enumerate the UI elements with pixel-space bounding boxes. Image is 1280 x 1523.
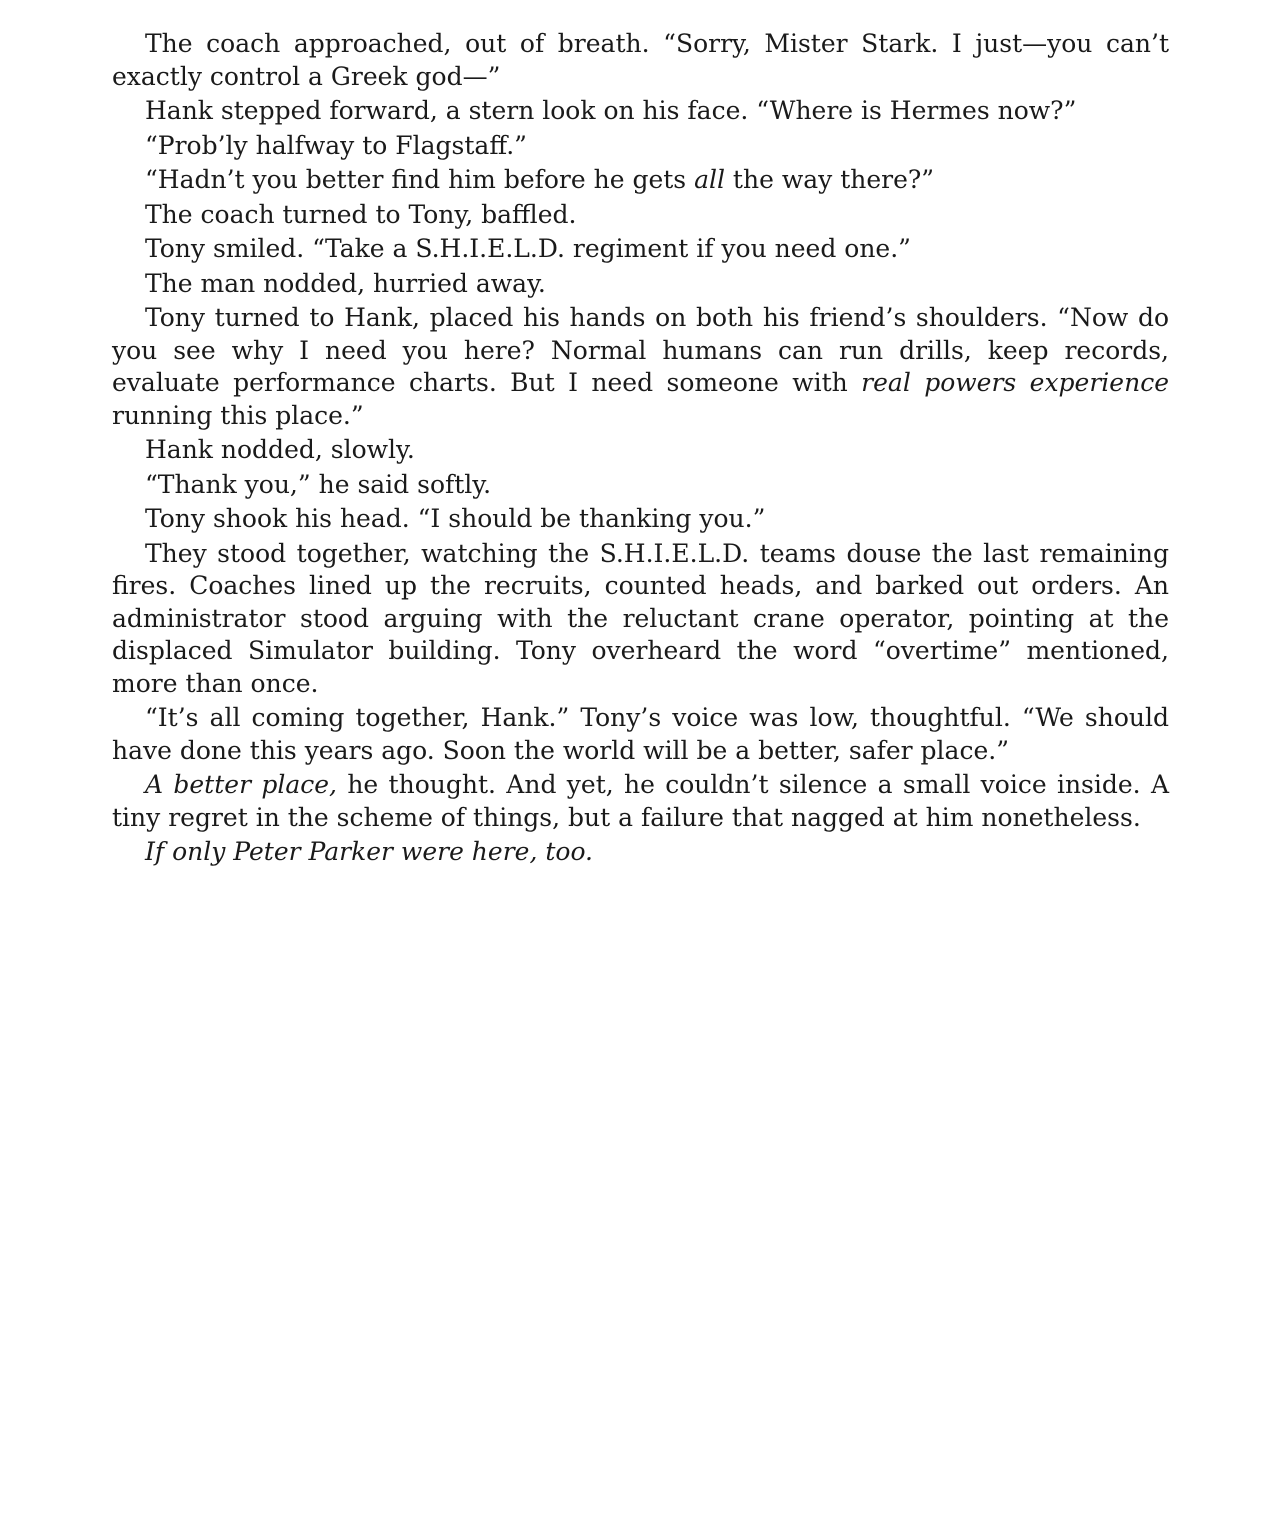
paragraph-text: The man nodded, hurried away. — [145, 268, 546, 298]
paragraph — [112, 268, 1169, 301]
paragraph — [112, 302, 1169, 432]
paragraph-text: “It’s all coming together, Hank.” Tony’s voice was low, thoughtful. “We should have done this years ago. Soon the world will be a better, safer place.” — [112, 703, 1169, 765]
paragraph-text: The coach turned to Tony, baffled. — [145, 199, 577, 229]
paragraph-text: The coach approached, out of breath. “Sorry, Mister Stark. I just—you can’t exactly control a Greek god—” — [112, 29, 1169, 91]
paragraph-text: Tony smiled. “Take a S.H.I.E.L.D. regiment if you need one.” — [145, 234, 911, 263]
paragraph-text: Hank nodded, slowly. — [145, 435, 415, 464]
paragraph — [112, 469, 1169, 502]
paragraph-text: Tony shook his head. “I should be thanking you.” — [145, 504, 766, 533]
paragraph — [112, 702, 1169, 767]
paragraph — [112, 503, 1169, 536]
paragraph — [112, 199, 1169, 232]
paragraph — [112, 28, 1169, 93]
paragraph — [112, 538, 1169, 701]
paragraph-text: They stood together, watching the S.H.I.E.L.D. teams douse the last remaining fires. Coaches lined up the recruits, counted heads, and barked out orders. An administrator stood arguing with the reluctant crane operator, pointing at the displaced Simulator building. Tony overheard the word “overtime” mentioned, more than once. — [112, 538, 1169, 698]
paragraph-text: “Hadn’t you better find him before he gets — [145, 165, 695, 194]
paragraph — [112, 434, 1169, 467]
paragraph-text: the way there?” — [724, 165, 935, 194]
paragraph-text: Tony turned to Hank, placed his hands on both his friend’s shoulders. “Now do you see why I need you here? Normal humans can run drills, keep records, evaluate performance charts. But I need someone with — [112, 303, 1169, 397]
paragraph — [112, 164, 1169, 197]
paragraph-emphasis: A better place, — [145, 770, 337, 799]
paragraph — [112, 95, 1169, 128]
paragraph-text: “Thank you,” he said softly. — [145, 469, 492, 499]
paragraph-emphasis: real powers experience — [861, 368, 1169, 397]
paragraph-text: Hank stepped forward, a stern look on his face. “Where is Hermes now?” — [145, 96, 1077, 125]
paragraph — [112, 233, 1169, 266]
paragraph — [112, 769, 1169, 834]
paragraph-text: “Prob’ly halfway to Flagstaff.” — [145, 130, 527, 160]
paragraph-text: he thought. And yet, he couldn’t silence a small voice inside. A tiny regret in the scheme of things, but a failure that nagged at him nonetheless. — [112, 770, 1169, 832]
paragraph-emphasis: all — [694, 165, 725, 194]
page-text — [112, 28, 1169, 871]
paragraph — [112, 130, 1169, 163]
paragraph-text: running this place.” — [112, 400, 364, 430]
paragraph-emphasis: If only Peter Parker were here, too. — [145, 837, 593, 866]
paragraph — [112, 836, 1169, 869]
